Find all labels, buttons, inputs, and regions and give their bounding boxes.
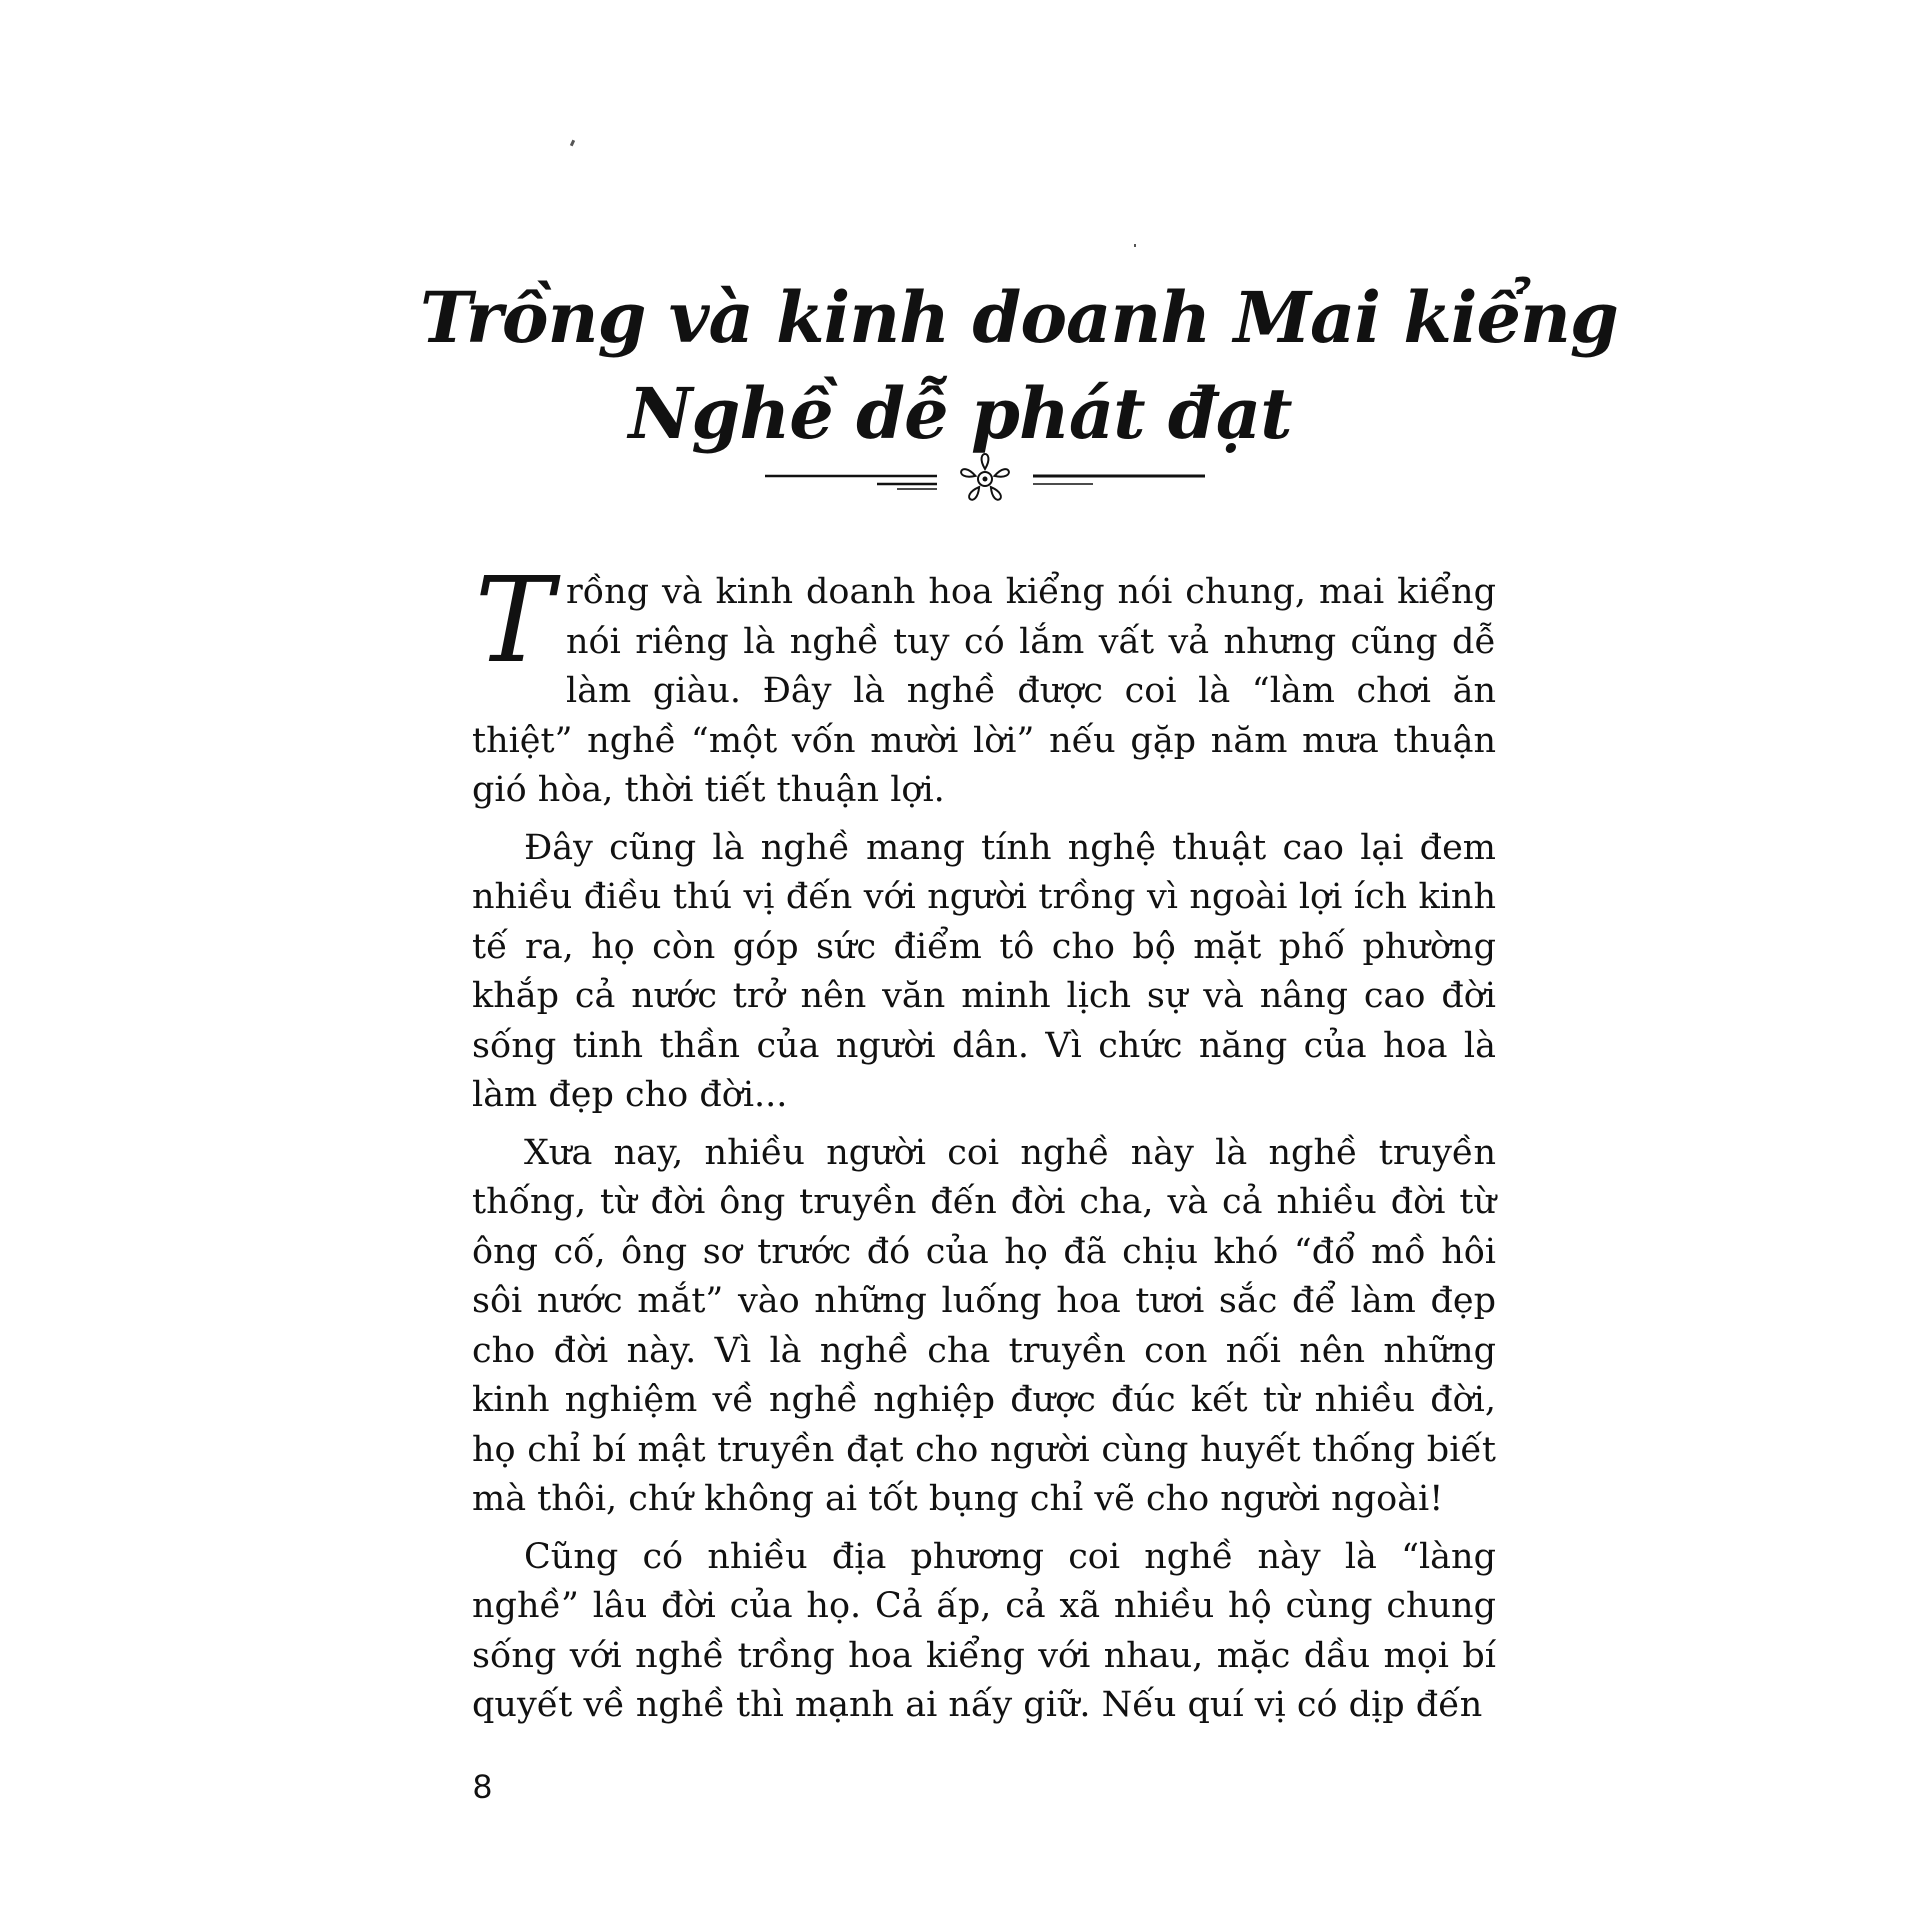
chapter-title-line-2: Nghề dễ phát đạt xyxy=(628,372,1292,455)
page-number: 8 xyxy=(473,1768,492,1806)
paragraph-1 xyxy=(472,551,1496,816)
paragraph-2: Đây cũng là nghề mang tính nghệ thuật cao lại đem nhiều điều thú vị đến với người trồng vì ngoài lợi ích kinh tế ra, họ còn góp sức điểm tô cho bộ mặt phố phường khắp cả nước trở nên văn minh lịch sự và nâng cao đời sống tinh thần của người dân. Vì chức năng của hoa là làm đẹp cho đời... xyxy=(472,827,1496,1115)
flower-ornament-icon xyxy=(765,448,1205,510)
paragraph-4: Cũng có nhiều địa phương coi nghề này là “làng nghề” lâu đời của họ. Cả ấp, cả xã nhiều hộ cùng chung sống với nghề trồng hoa kiểng với nhau, mặc dầu mọi bí quyết về nghề thì mạnh ai nấy giữ. Nếu quí vị có dịp đến xyxy=(472,1536,1496,1725)
scan-speck xyxy=(570,140,575,147)
body-text xyxy=(472,551,1496,1739)
drop-cap: T xyxy=(474,551,554,689)
scan-speck xyxy=(1134,244,1136,247)
paragraph-3: Xưa nay, nhiều người coi nghề này là nghề truyền thống, từ đời ông truyền đến đời cha, và cả nhiều đời từ ông cố, ông sơ trước đó của họ đã chịu khó “đổ mồ hôi sôi nước mắt” vào những luống hoa tươi sắc để làm đẹp cho đời này. Vì là nghề cha truyền con nối nên những kinh nghiệm về nghề nghiệp được đúc kết từ nhiều đời, họ chỉ bí mật truyền đạt cho người cùng huyết thống biết mà thôi, chứ không ai tốt bụng chỉ vẽ cho người ngoài! xyxy=(472,1132,1496,1519)
paragraph-1-text: rồng và kinh doanh hoa kiểng nói chung, mai kiểng nói riêng là nghề tuy có lắm vất vả nhưng cũng dễ làm giàu. Đây là nghề được coi là “làm chơi ăn thiệt” nghề “một vốn mười lời” nếu gặp năm mưa thuận gió hòa, thời tiết thuận lợi. xyxy=(472,572,1496,810)
chapter-title-line-1: Trồng và kinh doanh Mai kiểng xyxy=(420,276,1618,359)
chapter-title xyxy=(420,270,1618,462)
